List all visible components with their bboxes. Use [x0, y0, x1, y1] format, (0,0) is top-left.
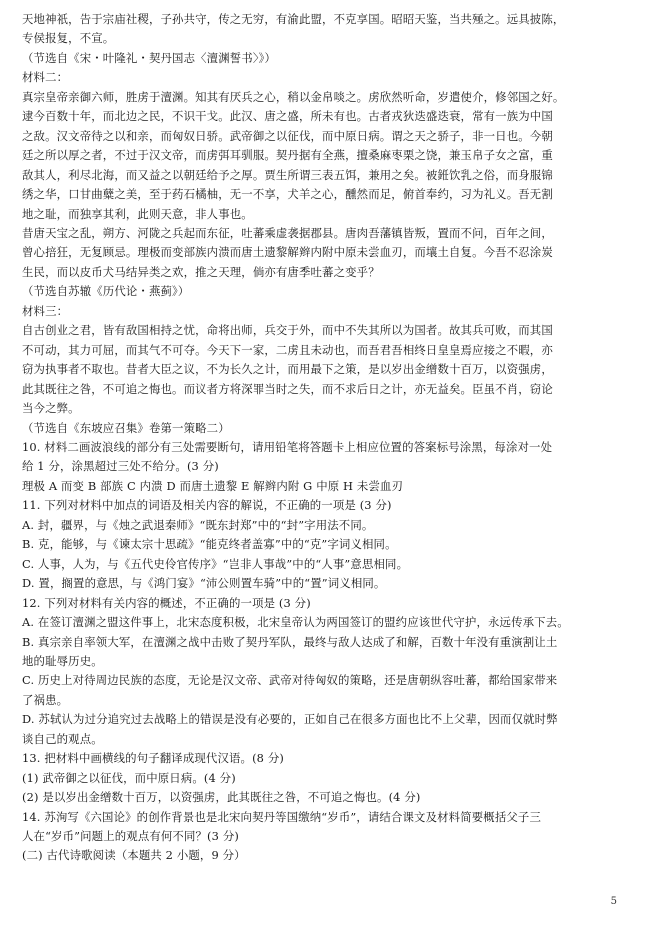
text-line: 专侯报复，不宣。 [22, 31, 115, 46]
section-heading-poetry: (二) 古代诗歌阅读（本题共 2 小题，9 分） [22, 848, 246, 863]
text-line: 天地神祇，告于宗庙社稷，子孙共守，传之无穷，有渝此盟，不克享国。昭昭天鉴，当共殛之。远具披陈， [22, 12, 565, 26]
question-11-option-c: C. 人事，人为，与《五代史伶官传序》“岂非人事哉”中的“人事”意思相同。 [22, 556, 409, 571]
source-citation: （节选自苏辙《历代论・燕蓟》） [22, 284, 190, 299]
question-13-part-1: (1) 武帝御之以征伐，而中原日病。(4 分) [22, 770, 236, 785]
question-14-cont: 人在“岁币”问题上的观点有何不同？(3 分) [22, 829, 239, 844]
question-10: 10. 材料二画波浪线的部分有三处需要断句，请用铅笔将答题卡上相应位置的答案标号涂黑，每涂对一处 [22, 439, 553, 454]
text-line: 真宗皇帝亲御六师，胜虏于澶渊。知其有厌兵之心，稍以金帛啖之。虏欣然听命，岁遣使介，修邻国之好。 [22, 89, 565, 104]
question-12-option-b: B. 真宗亲自率领大军，在澶渊之战中击败了契丹军队，最终与敌人达成了和解，百数十年没有重演割让土 [22, 634, 558, 649]
question-12-option-b-cont: 地的耻辱历史。 [22, 653, 103, 668]
text-line: 廷之所以厚之者，不过于汉文帝，而虏弭耳驯服。契丹据有全燕，擅桑麻枣栗之饶，兼玉帛子女之富，重 [22, 148, 553, 163]
text-line: 昔唐天宝之乱，朔方、河陇之兵起而东征，吐蕃乘虚袭据郡县。唐肉吾藩镇皆叛，置而不问，百年之间， [22, 225, 553, 240]
question-11-option-a: A. 封，疆界，与《烛之武退秦师》“既东封郑”中的“封”字用法不同。 [22, 517, 374, 532]
question-12-option-a: A. 在签订澶渊之盟这件事上，北宋态度积极，北宋皇帝认为两国签订的盟约应该世代守护，永远传承下去。 [22, 615, 569, 630]
text-line: 自古创业之君，皆有敌国相持之忧，命将出师，兵交于外，而中不失其所以为国者。故其兵可败，而其国 [22, 323, 553, 338]
text-line: 当今之弊。 [22, 401, 80, 416]
question-13-part-2: (2) 是以岁出金缯数十百万，以资强虏，此其既往之咎，不可追之悔也。(4 分) [22, 790, 421, 805]
section-heading: 材料三： [22, 303, 69, 318]
question-12-option-c: C. 历史上对待周边民族的态度，无论是汉文帝、武帝对待匈奴的策略，还是唐朝纵容吐蕃，都给国家带来 [22, 673, 558, 688]
question-11-option-d: D. 置，搁置的意思，与《鸿门宴》“沛公则置车骑”中的“置”词义相同。 [22, 576, 386, 591]
question-13: 13. 把材料中画横线的句子翻译成现代汉语。(8 分) [22, 751, 284, 766]
question-10-cont: 给 1 分，涂黑超过三处不给分。(3 分) [22, 459, 219, 474]
question-11: 11. 下列对材料中加点的词语及相关内容的解说，不正确的一项是 (3 分) [22, 498, 392, 513]
text-line: 地之耻，而独享其利，此则天意，非人事也。 [22, 206, 253, 221]
text-line: 逮今百数十年，而北边之民，不识干戈。此汉、唐之盛，所未有也。古者戎狄迭盛迭衰，常有一族为中国 [22, 109, 553, 124]
section-heading: 材料二： [22, 70, 69, 85]
text-line: 此其既往之咎，不可追之悔也。而议者方将深罪当时之失，而不求后日之计，亦无益矣。臣虽不肖，窃论 [22, 381, 553, 396]
question-10-options: 理极 A 而变 B 部族 C 内溃 D 而唐土遗黎 E 解辫内附 G 中原 H 未尝血刃 [22, 478, 404, 493]
text-line: 窃为执事者不取也。昔者大臣之议，不为长久之计，而用最下之策，是以岁出金缯数十百万，以资强虏， [22, 362, 553, 377]
source-citation: （节选自《宋・叶隆礼・契丹国志〈澶渊誓书〉》） [22, 50, 277, 65]
document-body [22, 10, 622, 866]
source-citation: （节选自《东坡应召集》卷第一策略二） [22, 420, 230, 435]
text-line: 生民，而以皮币犬马结异类之欢，推之天理，倘亦有唐季吐蕃之变乎？ [22, 264, 380, 279]
page-number: 5 [610, 896, 617, 907]
question-14: 14. 苏洵写《六国论》的创作背景也是北宋向契丹等国缴纳“岁币”，请结合课文及材料简要概括父子三 [22, 809, 541, 824]
text-line: 曾心掊狂，无复顾忌。理极而变部族内溃而唐土遗黎解辫内附中原未尝血刃，而壤土自复。今吾不忍涂炭 [22, 245, 553, 260]
question-12-option-c-cont: 了祸患。 [22, 692, 69, 707]
question-12-option-d-cont: 谈自己的观点。 [22, 731, 103, 746]
text-line: 绣之华，口甘曲糵之美，至于药石橘柚，无一不享，犬羊之心，醺然而足，俯首奉约，习为礼义。吾无割 [22, 187, 553, 202]
text-line: 之敌。汉文帝待之以和亲，而匈奴日骄。武帝御之以征伐，而中原日病。谓之天之骄子，非一日也。今朝 [22, 128, 553, 143]
question-11-option-b: B. 克，能够，与《谏太宗十思疏》“能克终者盖寡”中的“克”字词义相同。 [22, 537, 397, 552]
question-12-option-d: D. 苏轼认为过分追究过去战略上的错误是没有必要的，正如自己在很多方面也比不上父辈，因而仅就时弊 [22, 712, 558, 727]
question-12: 12. 下列对材料有关内容的概述，不正确的一项是 (3 分) [22, 595, 311, 610]
text-line: 敌其人，利尽北海，而又益之以朝廷给予之厚。贾生所谓三表五饵，兼用之矣。被銋饮乳之俗，而身服锦 [22, 167, 553, 182]
text-line: 不可动，其力可屈，而其气不可夺。今天下一家，二虏且未动也，而吾君吾相终日皇皇焉应接之不暇，亦 [22, 342, 553, 357]
